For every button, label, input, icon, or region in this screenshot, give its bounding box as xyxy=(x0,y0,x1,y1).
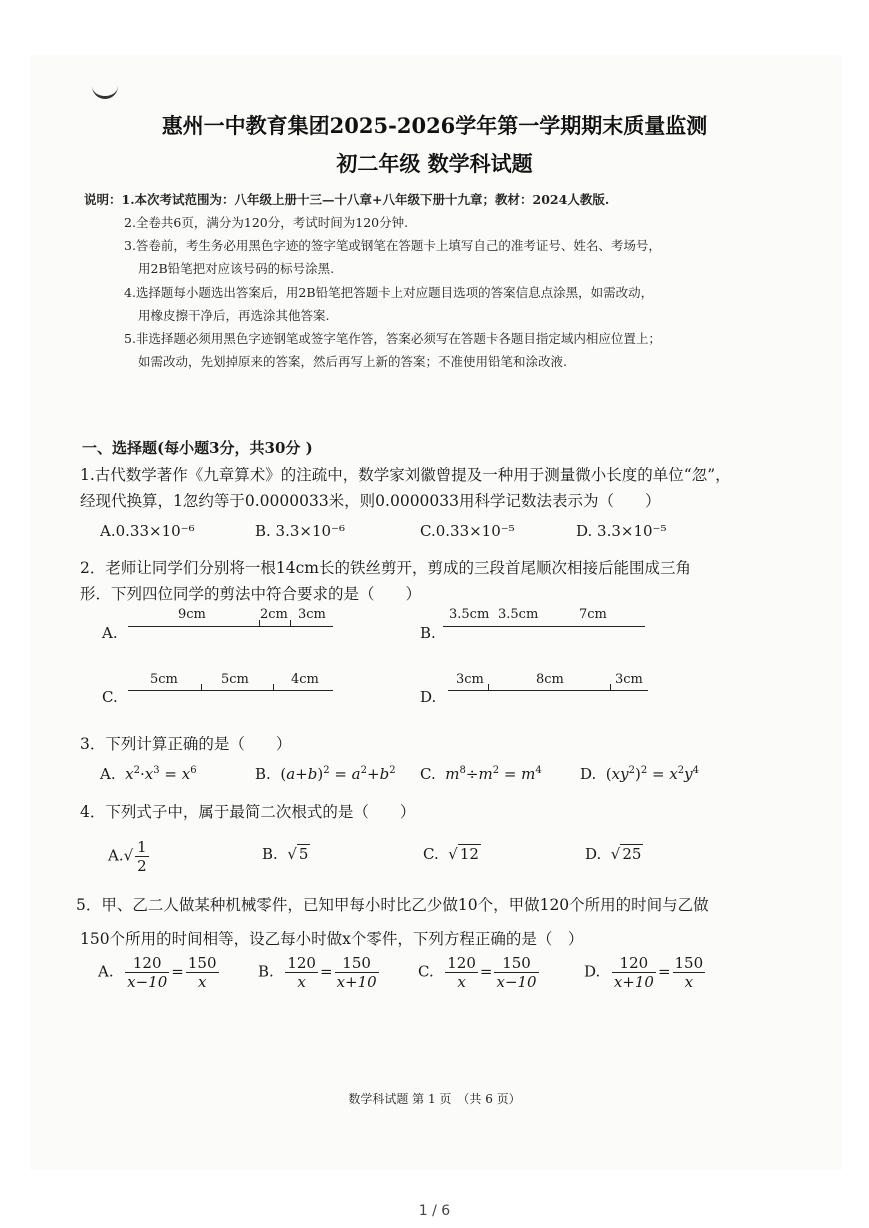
note-line: 2.全卷共6页，满分为120分，考试时间为120分钟. xyxy=(124,215,409,230)
segment-label: 9cm xyxy=(178,607,206,622)
segment-label: 2cm xyxy=(260,607,288,622)
cut-mark xyxy=(201,684,202,690)
q4-option-b: B. √ 5 xyxy=(262,845,309,863)
q3-option-b: B. $(a+b)^2 = a^2+b^2$ xyxy=(255,765,396,783)
cut-mark xyxy=(273,684,274,690)
question-2-line1: 2．老师让同学们分别将一根14cm长的铁丝剪开，剪成的三段首尾顺次相接后能围成三角 xyxy=(80,559,691,577)
page-footer: 数学科试题 第 1 页 （共 6 页） xyxy=(348,1092,521,1106)
question-5-line1: 5．甲、乙二人做某种机械零件，已知甲每小时比乙少做10个，甲做120个所用的时间与乙做 xyxy=(76,896,709,914)
q3-option-d: D. $(xy^2)^2 = x^2y^4$ xyxy=(580,765,700,783)
q1-option-d: D. 3.3×10⁻⁵ xyxy=(576,522,667,540)
segment-label: 5cm xyxy=(221,672,249,687)
q4-option-c: C. √ 12 xyxy=(423,845,479,863)
question-1-line1: 1.古代数学著作《九章算术》的注疏中，数学家刘徽曾提及一种用于测量微小长度的单位“忽”， xyxy=(80,466,731,484)
cut-mark xyxy=(290,620,291,626)
page-indicator: 1 / 6 xyxy=(418,1203,451,1219)
note-line: 4.选择题每小题选出答案后，用2B铅笔把答题卡上对应题目选项的答案信息点涂黑，如需改动， xyxy=(124,285,654,300)
segment-label: 4cm xyxy=(291,672,319,687)
q5-option-a: A. $\frac{120}{x-10}$ = $\frac{150}{x}$ xyxy=(98,954,217,991)
note-line: 5.非选择题必须用黑色字迹钢笔或签字笔作答，答案必须写在答题卡各题目指定域内相应位置上； xyxy=(124,331,661,346)
question-3-stem: 3．下列计算正确的是（ ） xyxy=(80,735,292,753)
cut-mark xyxy=(610,684,611,690)
note-line: 说明：1.本次考试范围为：八年级上册十三—十八章+八年级下册十九章；教材：2024人教版. xyxy=(84,192,610,207)
q2-option-d-letter: D. xyxy=(420,688,437,706)
q2-option-a-letter: A. xyxy=(102,624,118,642)
segment-label: 3cm xyxy=(456,672,484,687)
q1-option-c: C.0.33×10⁻⁵ xyxy=(420,522,515,540)
q3-option-c: C. $m^8\div m^2 = m^4$ xyxy=(420,765,542,783)
section-heading: 一、选择题(每小题3分，共30分 ) xyxy=(82,439,313,457)
note-line: 用2B铅笔把对应该号码的标号涂黑. xyxy=(138,261,335,276)
wire-segment-line xyxy=(443,626,645,627)
question-4-stem: 4．下列式子中，属于最简二次根式的是（ ） xyxy=(80,803,416,821)
segment-label: 5cm xyxy=(150,672,178,687)
question-2-line2: 形．下列四位同学的剪法中符合要求的是（ ） xyxy=(80,585,422,603)
q5-option-b: B. $\frac{120}{x}$ = $\frac{150}{x+10}$ xyxy=(258,954,377,991)
note-line: 用橡皮擦干净后，再选涂其他答案. xyxy=(138,308,330,323)
exam-subtitle: 初二年级 数学科试题 xyxy=(336,151,533,176)
segment-label: 8cm xyxy=(536,672,564,687)
q4-option-d: D. √ 25 xyxy=(585,845,642,863)
q1-option-a: A.0.33×10⁻⁶ xyxy=(100,522,195,540)
segment-label: 3.5cm xyxy=(449,607,490,622)
question-5-line2: 150个所用的时间相等，设乙每小时做x个零件，下列方程正确的是（ ） xyxy=(80,930,584,948)
segment-label: 3cm xyxy=(615,672,643,687)
segment-label: 7cm xyxy=(579,607,607,622)
q5-option-d: D. $\frac{120}{x+10}$ = $\frac{150}{x}$ xyxy=(584,954,704,991)
q3-option-a: A. $x^2\cdot x^3 = x^6$ xyxy=(100,765,197,783)
q4-option-a: A.√ $\frac{1}{2}$ xyxy=(108,838,147,875)
question-1-line2: 经现代换算，1忽约等于0.0000033米，则0.0000033用科学记数法表示为（ ） xyxy=(80,492,661,510)
q5-option-c: C. $\frac{120}{x}$ = $\frac{150}{x-10}$ xyxy=(418,954,537,991)
q2-option-b-letter: B. xyxy=(420,624,436,642)
segment-label: 3cm xyxy=(298,607,326,622)
q1-option-b: B. 3.3×10⁻⁶ xyxy=(255,522,345,540)
segment-label: 3.5cm xyxy=(498,607,539,622)
note-line: 3.答卷前，考生务必用黑色字迹的签字笔或钢笔在答题卡上填写自己的准考证号、姓名、考场号， xyxy=(124,238,661,253)
cut-mark xyxy=(259,620,260,626)
wire-segment-line xyxy=(448,690,648,691)
q2-option-c-letter: C. xyxy=(102,688,118,706)
wire-segment-line xyxy=(128,690,333,691)
note-line: 如需改动，先划掉原来的答案，然后再写上新的答案；不准使用铅笔和涂改液. xyxy=(138,354,567,369)
wire-segment-line xyxy=(128,626,333,627)
exam-title: 惠州一中教育集团2025-2026学年第一学期期末质量监测 xyxy=(161,113,708,138)
cut-mark xyxy=(488,684,489,690)
